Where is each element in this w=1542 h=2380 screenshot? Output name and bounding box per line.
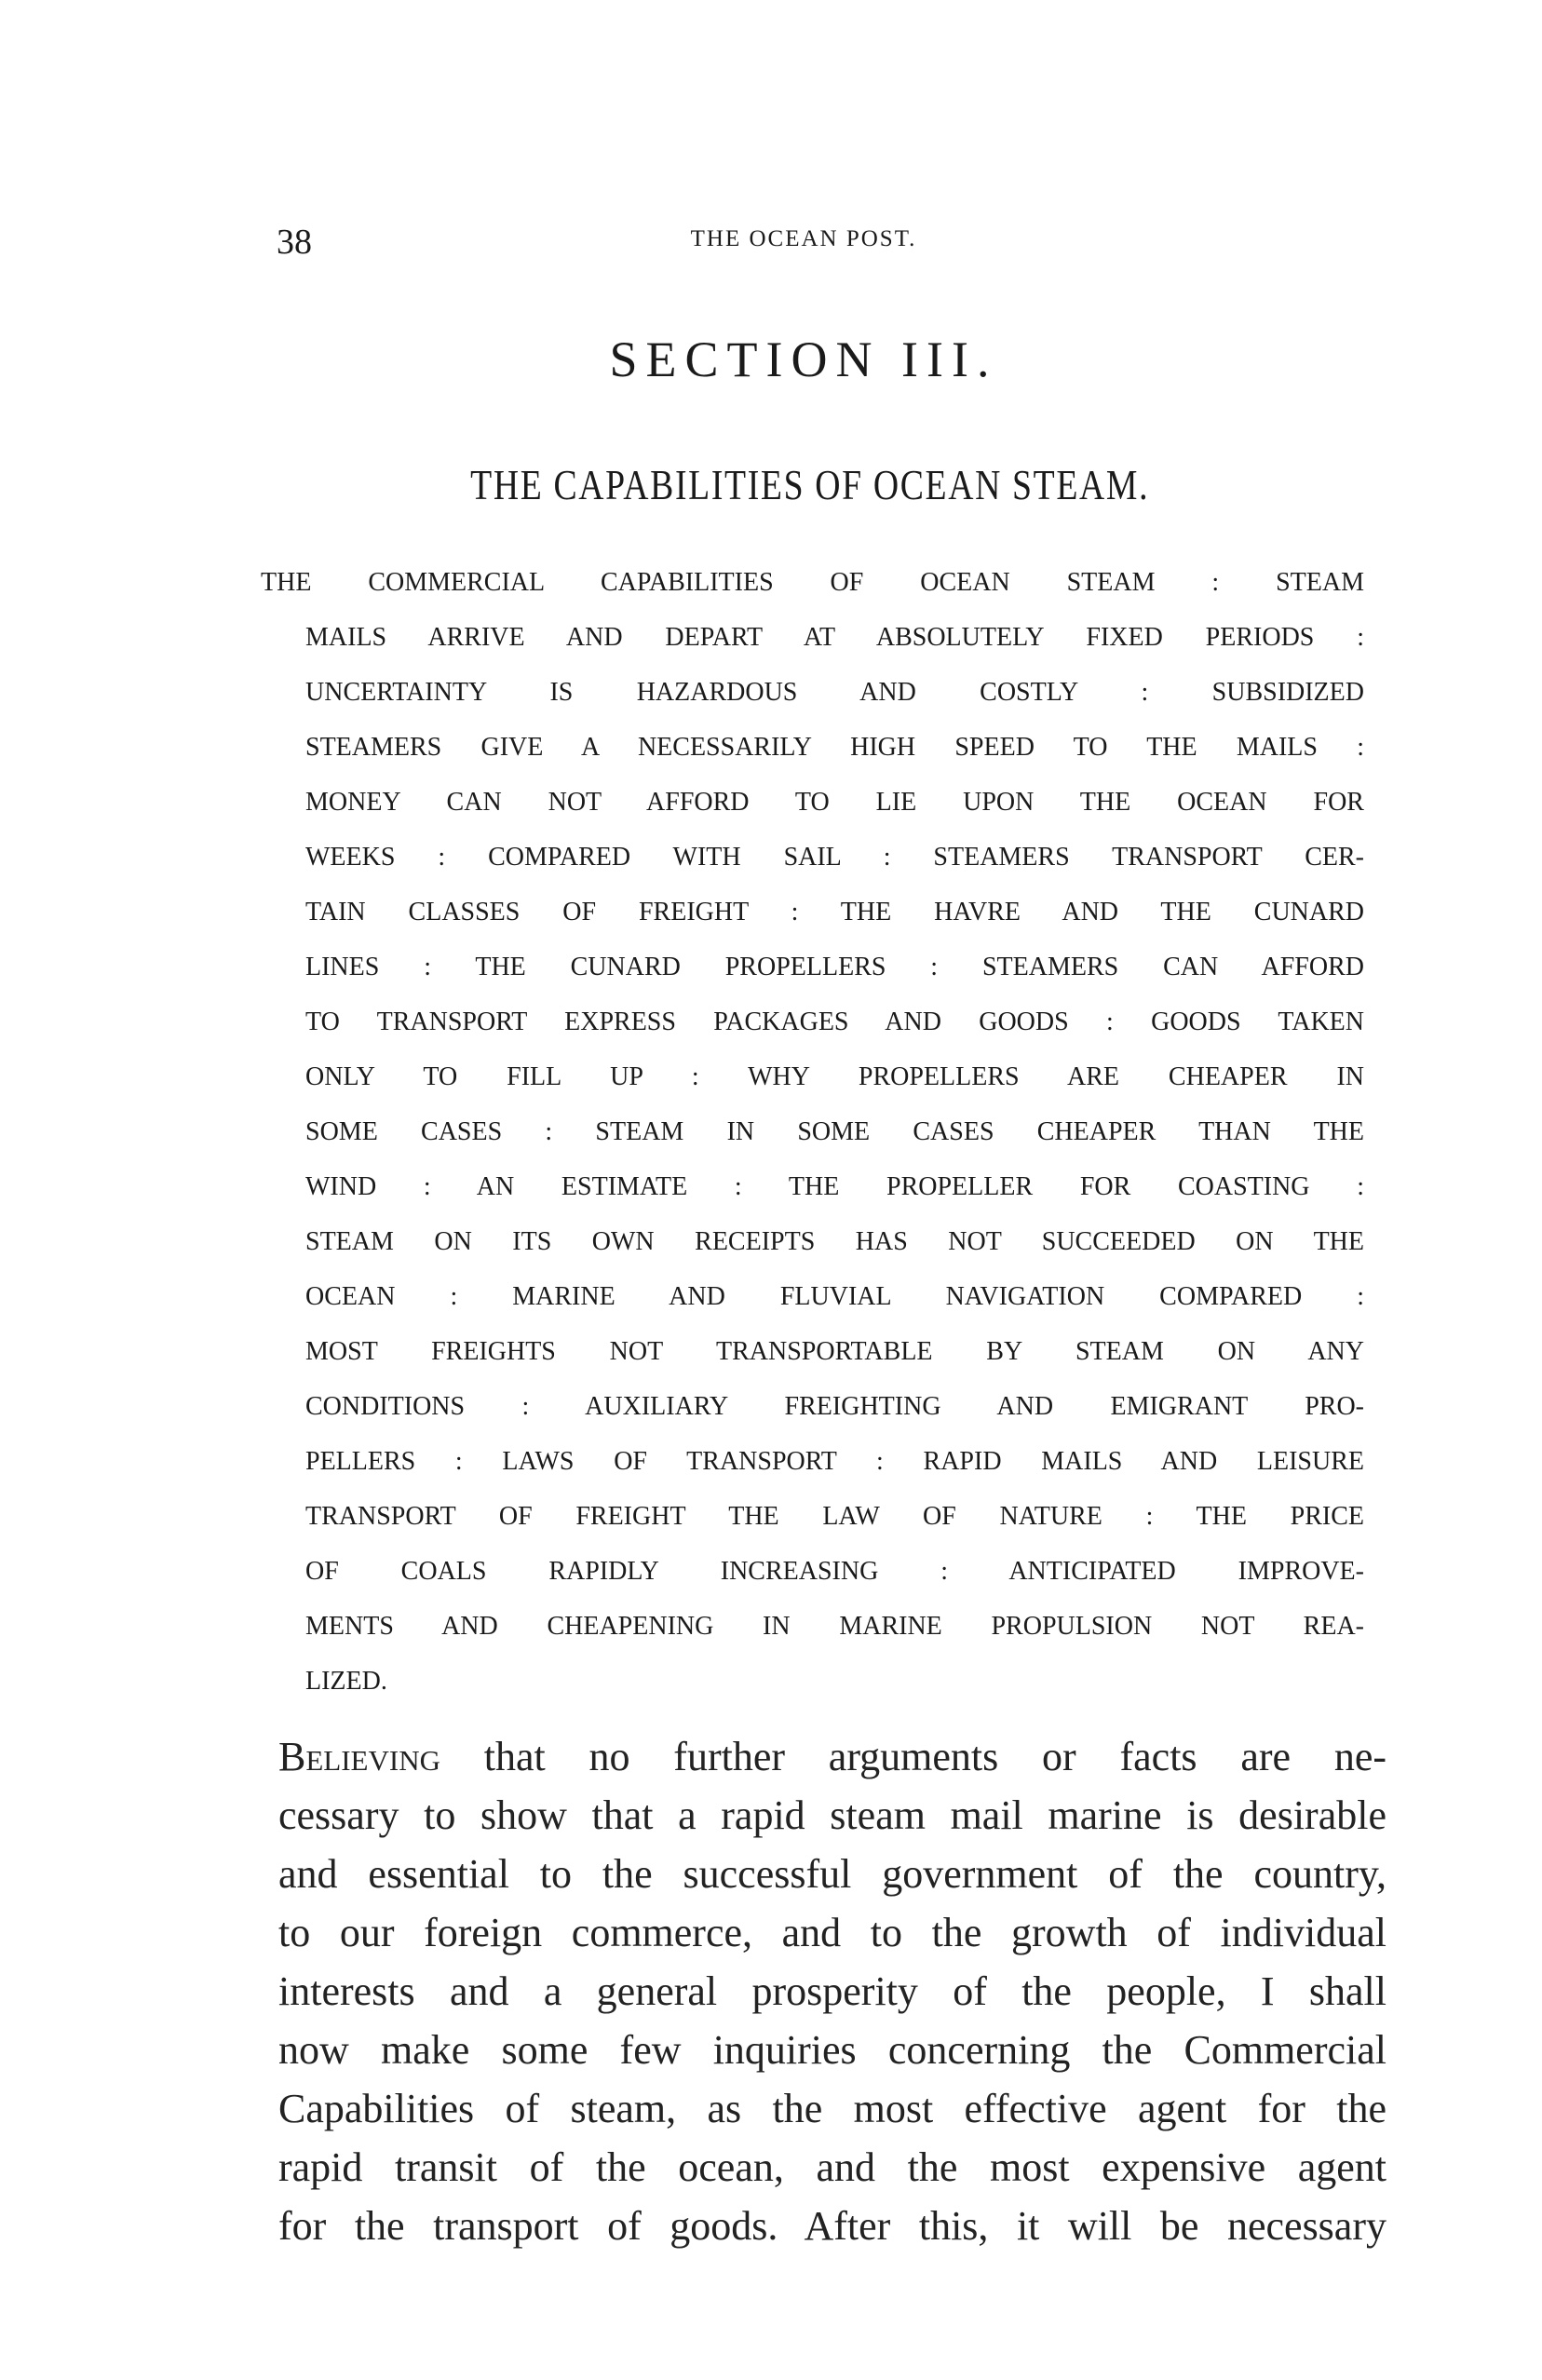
body-line-text: that no further arguments or facts are ne- [440,1734,1386,1779]
synopsis-line: MONEY CAN NOT AFFORD TO LIE UPON THE OCEAN FOR [305,788,1364,817]
synopsis-line: TRANSPORT OF FREIGHT THE LAW OF NATURE : THE PRICE [305,1502,1364,1531]
synopsis-line: TAIN CLASSES OF FREIGHT : THE HAVRE AND THE CUNARD [305,898,1364,926]
synopsis-line: UNCERTAINTY IS HAZARDOUS AND COSTLY : SUBSIDIZED [305,678,1364,707]
synopsis-line: LIZED. [305,1667,387,1696]
synopsis-line: SOME CASES : STEAM IN SOME CASES CHEAPER THAN THE [305,1117,1364,1146]
synopsis-line: CONDITIONS : AUXILIARY FREIGHTING AND EMIGRANT PRO- [305,1392,1364,1421]
body-line: to our foreign commerce, and to the growth of individual [278,1910,1386,1955]
body-line [278,1727,1386,1786]
synopsis-line: OCEAN : MARINE AND FLUVIAL NAVIGATION COMPARED : [305,1282,1364,1311]
body-line: Capabilities of steam, as the most effective agent for the [278,2086,1386,2131]
running-head: THE OCEAN POST. [690,226,917,251]
lead-word: Believing [278,1734,440,1779]
synopsis-line: WIND : AN ESTIMATE : THE PROPELLER FOR COASTING : [305,1172,1364,1201]
synopsis-line: THE COMMERCIAL CAPABILITIES OF OCEAN STEAM : STEAM [261,568,1364,597]
synopsis-line: WEEKS : COMPARED WITH SAIL : STEAMERS TRANSPORT CER- [305,843,1364,872]
body-line: now make some few inquiries concerning the Commercial [278,2027,1386,2073]
body-paragraph [278,1727,1386,2255]
section-subtitle: THE CAPABILITIES OF OCEAN STEAM. [470,461,1150,508]
body-line: rapid transit of the ocean, and the most expensive agent [278,2144,1386,2190]
body-line: and essential to the successful government of the country, [278,1851,1386,1897]
synopsis-line: LINES : THE CUNARD PROPELLERS : STEAMERS CAN AFFORD [305,953,1364,981]
section-title: SECTION III. [609,331,998,387]
synopsis-line: STEAM ON ITS OWN RECEIPTS HAS NOT SUCCEEDED ON THE [305,1227,1364,1256]
synopsis-line: PELLERS : LAWS OF TRANSPORT : RAPID MAILS AND LEISURE [305,1447,1364,1476]
body-line: for the transport of goods. After this, it will be necessary [278,2203,1386,2249]
synopsis-line: STEAMERS GIVE A NECESSARILY HIGH SPEED TO THE MAILS : [305,733,1364,762]
synopsis-line: MENTS AND CHEAPENING IN MARINE PROPULSION NOT REA- [305,1612,1364,1641]
page-number: 38 [277,223,312,262]
body-line: interests and a general prosperity of the people, I shall [278,1968,1386,2014]
synopsis-line: OF COALS RAPIDLY INCREASING : ANTICIPATED IMPROVE- [305,1557,1364,1586]
body-line: cessary to show that a rapid steam mail marine is desirable [278,1792,1386,1838]
synopsis-line: MAILS ARRIVE AND DEPART AT ABSOLUTELY FIXED PERIODS : [305,623,1364,652]
synopsis-line: ONLY TO FILL UP : WHY PROPELLERS ARE CHEAPER IN [305,1062,1364,1091]
synopsis-line: TO TRANSPORT EXPRESS PACKAGES AND GOODS : GOODS TAKEN [305,1007,1364,1036]
synopsis-line: MOST FREIGHTS NOT TRANSPORTABLE BY STEAM ON ANY [305,1337,1364,1366]
chapter-synopsis [261,555,1364,1709]
